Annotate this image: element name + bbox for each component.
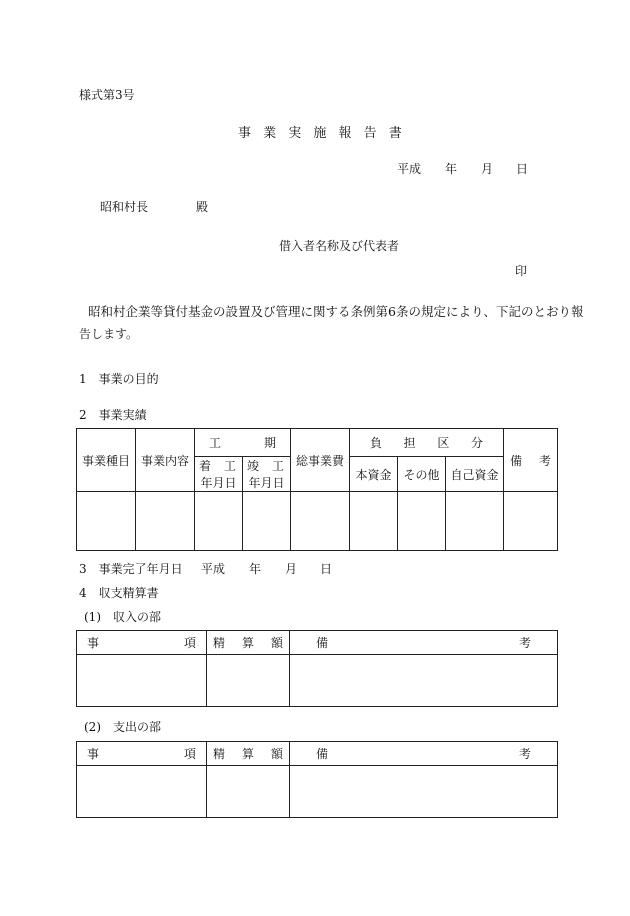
expense-remarks-char2: 考 — [518, 747, 531, 761]
cell-own-capital[interactable] — [350, 492, 398, 551]
construction-period-char2: 期 — [263, 436, 276, 450]
section1-heading: 1 事業の目的 — [79, 372, 159, 386]
expense-col-amount — [207, 742, 290, 766]
income-col-item — [77, 631, 207, 655]
income-col-remarks — [290, 631, 558, 655]
expense-remarks-char1: 備 — [316, 747, 329, 761]
section3-label: 3 事業完了年月日 — [79, 562, 183, 576]
col-burden-split — [350, 429, 504, 457]
burden-char1: 負 — [370, 436, 383, 450]
income-cell-amount[interactable] — [207, 655, 290, 707]
seal-mark: 印 — [515, 264, 528, 278]
income-remarks-char2: 考 — [518, 636, 531, 650]
col-self-funds: 自己資金 — [446, 457, 504, 492]
expense-col-item — [77, 742, 207, 766]
expense-cell-remarks[interactable] — [290, 766, 558, 818]
income-table — [76, 630, 558, 707]
expense-cell-amount[interactable] — [207, 766, 290, 818]
col-total-cost: 総事業費 — [291, 429, 350, 492]
borrower-label: 借入者名称及び代表者 — [279, 239, 400, 253]
col-business-content: 事業内容 — [136, 429, 195, 492]
section2-heading: 2 事業実績 — [79, 408, 147, 422]
cell-self-funds[interactable] — [446, 492, 504, 551]
cell-completion-date[interactable] — [243, 492, 291, 551]
income-item-char2: 項 — [183, 636, 196, 650]
income-cell-remarks[interactable] — [290, 655, 558, 707]
table-row — [77, 492, 558, 551]
date-day: 日 — [516, 162, 529, 176]
cell-total-cost[interactable] — [291, 492, 350, 551]
expense-table — [76, 741, 558, 818]
construction-period-char1: 工 — [209, 436, 222, 450]
expense-item-char2: 項 — [183, 747, 196, 761]
expense-cell-item[interactable] — [77, 766, 207, 818]
cell-business-content[interactable] — [136, 492, 195, 551]
start-char1: 着 — [199, 459, 212, 473]
start-date-label: 年月日 — [200, 476, 237, 490]
col-business-type: 事業種目 — [77, 429, 136, 492]
col-start-date — [195, 457, 243, 492]
table-row — [77, 655, 558, 707]
col-other: その他 — [398, 457, 446, 492]
income-item-char1: 事 — [87, 636, 100, 650]
date-year: 年 — [445, 162, 458, 176]
completion-day: 日 — [320, 562, 333, 576]
table-row — [77, 766, 558, 818]
body-text-line2: 告します。 — [79, 327, 139, 341]
expense-heading: (2) 支出の部 — [84, 720, 161, 734]
income-amount-char2: 算 — [241, 636, 254, 650]
expense-item-char1: 事 — [87, 747, 100, 761]
income-remarks-char1: 備 — [316, 636, 329, 650]
cell-other[interactable] — [398, 492, 446, 551]
expense-amount-char3: 額 — [270, 747, 283, 761]
expense-col-remarks — [290, 742, 558, 766]
addressee-honorific: 殿 — [196, 200, 209, 214]
income-heading: (1) 収入の部 — [84, 610, 161, 624]
body-text-line1: 昭和村企業等貸付基金の設置及び管理に関する条例第6条の規定により、下記のとおり報 — [88, 304, 584, 319]
expense-amount-char1: 精 — [213, 747, 226, 761]
completion-era: 平成 — [201, 562, 226, 576]
date-era: 平成 — [397, 162, 422, 176]
completion-date-label: 年月日 — [248, 476, 285, 490]
income-cell-item[interactable] — [77, 655, 207, 707]
completion-char1: 竣 — [247, 459, 260, 473]
burden-char2: 担 — [403, 436, 416, 450]
remarks-char1: 備 — [510, 453, 523, 468]
document-title: 事 業 実 施 報 告 書 — [238, 126, 406, 141]
cell-start-date[interactable] — [195, 492, 243, 551]
section4-heading: 4 収支精算書 — [79, 586, 159, 600]
form-number: 様式第3号 — [79, 88, 135, 102]
income-amount-char3: 額 — [270, 636, 283, 650]
cell-business-type[interactable] — [77, 492, 136, 551]
cell-remarks[interactable] — [504, 492, 558, 551]
income-col-amount — [207, 631, 290, 655]
completion-month: 月 — [285, 562, 298, 576]
col-remarks — [504, 429, 558, 492]
start-char2: 工 — [223, 459, 236, 473]
col-completion-date — [243, 457, 291, 492]
business-results-table — [76, 428, 558, 551]
remarks-char2: 考 — [538, 453, 551, 468]
completion-year: 年 — [249, 562, 262, 576]
income-amount-char1: 精 — [213, 636, 226, 650]
burden-char4: 分 — [470, 436, 483, 450]
col-own-capital: 本資金 — [350, 457, 398, 492]
completion-char2: 工 — [271, 459, 284, 473]
expense-amount-char2: 算 — [241, 747, 254, 761]
date-month: 月 — [481, 162, 494, 176]
burden-char3: 区 — [437, 436, 450, 450]
col-construction-period — [195, 429, 291, 457]
addressee-name: 昭和村長 — [100, 200, 149, 214]
